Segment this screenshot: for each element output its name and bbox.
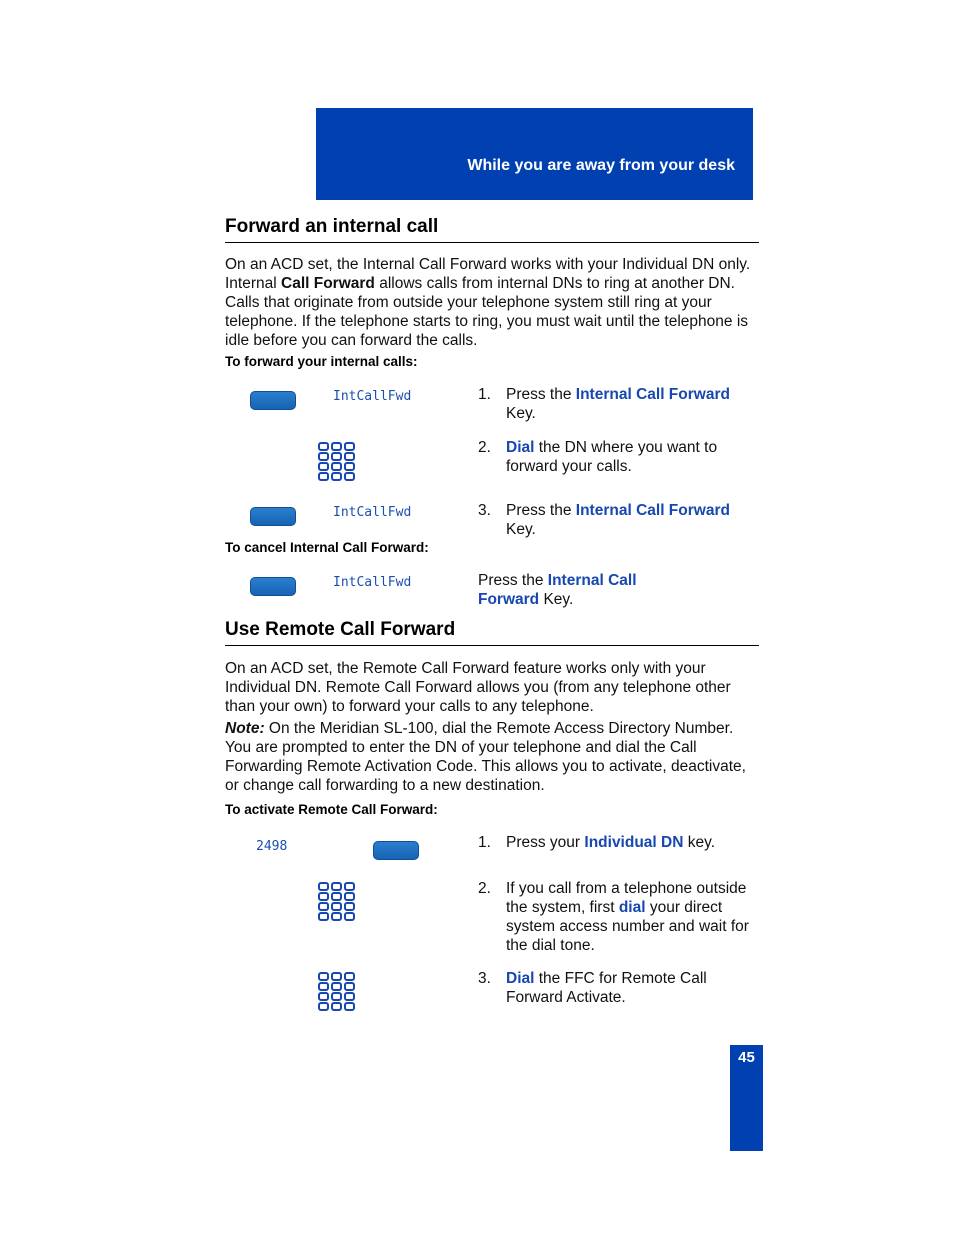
intro-text-cont: allows calls from internal DNs to ring at another DN. Calls that originate from outside your telephone system still ring at your telephone. If the telephone starts to ring, you must wait until the telephone is idle before you can forward the calls. <box>225 275 749 349</box>
dialpad-icon <box>318 882 356 922</box>
intcallfwd-softkey-button[interactable] <box>250 577 296 596</box>
step-number: 3. <box>478 502 491 519</box>
step-1 <box>478 385 758 423</box>
step-text-end: your direct system access number and wait for the dial tone. <box>506 899 749 954</box>
subheading-remote-activate: To activate Remote Call Forward: <box>225 802 438 817</box>
note-label: Note: <box>225 720 265 737</box>
step-text-end: Key. <box>539 591 574 608</box>
cancel-step <box>478 571 693 609</box>
intro-text: On an ACD set, the Internal Call Forward works with your Individual DN only. Internal <box>225 256 751 292</box>
individual-dn-softkey-button[interactable] <box>373 841 419 860</box>
intcallfwd-softkey-button[interactable] <box>250 391 296 410</box>
step-keyword: Individual DN <box>584 834 684 851</box>
step-text: Press your <box>506 834 585 851</box>
section-heading-remote-forward: Use Remote Call Forward <box>225 619 456 640</box>
dialpad-icon <box>318 972 356 1012</box>
remote-step-2 <box>478 879 758 955</box>
step-number: 1. <box>478 834 491 851</box>
section-divider <box>225 645 759 646</box>
step-text-end: the FFC for Remote Call Forward Activate. <box>506 970 707 1006</box>
page-number-tab <box>730 1045 763 1151</box>
step-keyword: Internal Call Forward <box>478 572 637 608</box>
lcd-label: IntCallFwd <box>333 505 412 520</box>
step-text: Press the <box>506 386 576 403</box>
remote-step-3 <box>478 969 758 1007</box>
remote-forward-note <box>225 719 759 795</box>
internal-forward-intro <box>225 255 759 350</box>
remote-step-1 <box>478 833 758 852</box>
step-text: Press the <box>478 572 548 589</box>
header-band <box>316 108 753 200</box>
intcallfwd-softkey-button[interactable] <box>250 507 296 526</box>
dn-label: 2498 <box>256 839 288 854</box>
step-number: 2. <box>478 880 491 897</box>
step-keyword: Dial <box>506 970 535 987</box>
step-number: 2. <box>478 439 491 456</box>
step-text: If you call from a telephone outside the system, first <box>506 880 747 916</box>
subheading-cancel: To cancel Internal Call Forward: <box>225 540 429 555</box>
step-text-end: the DN where you want to forward your calls. <box>506 439 718 475</box>
lcd-label: IntCallFwd <box>333 389 412 404</box>
header-title: While you are away from your desk <box>467 157 735 174</box>
step-3 <box>478 501 758 539</box>
step-number: 3. <box>478 970 491 987</box>
step-text: Press the <box>506 502 576 519</box>
step-keyword: Dial <box>506 439 535 456</box>
remote-forward-intro: On an ACD set, the Remote Call Forward feature works only with your Individual DN. Remote Call Forward allows you (from any telephone other than your own) to forward your calls to any telephone. <box>225 660 731 715</box>
section-heading-internal-forward: Forward an internal call <box>225 216 439 237</box>
note-text: On the Meridian SL-100, dial the Remote Access Directory Number. You are prompted to enter the DN of your telephone and dial the Call Forwarding Remote Activation Code. This allows you to activate, deactivate, or change call forwarding to a new destination. <box>225 720 746 794</box>
step-text-end: Key. <box>506 521 536 538</box>
page-number: 45 <box>738 1049 755 1066</box>
section-divider <box>225 242 759 243</box>
step-text-end: Key. <box>506 405 536 422</box>
dialpad-icon <box>318 442 356 482</box>
intro-bold: Call Forward <box>281 275 375 292</box>
lcd-label: IntCallFwd <box>333 575 412 590</box>
step-2 <box>478 438 758 476</box>
step-text-end: key. <box>683 834 716 851</box>
step-keyword: dial <box>618 899 646 916</box>
step-keyword: Internal Call Forward <box>575 502 730 519</box>
step-keyword: Internal Call Forward <box>575 386 730 403</box>
step-number: 1. <box>478 386 491 403</box>
subheading-forward: To forward your internal calls: <box>225 354 418 369</box>
